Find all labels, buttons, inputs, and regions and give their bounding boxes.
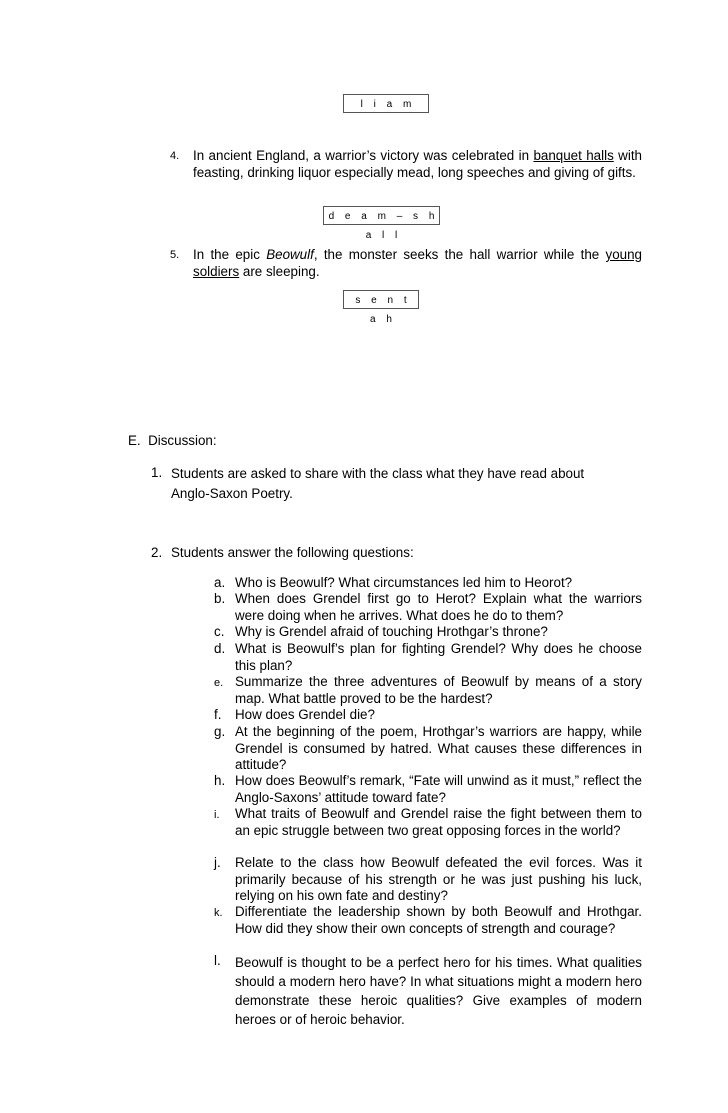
question-text: At the beginning of the poem, Hrothgar’s warriors are happy, while Grendel is consumed by hatred. What causes these differences in attitude?	[235, 724, 642, 772]
scramble-box-2: d e a m – s h a l l	[323, 206, 440, 225]
item-text	[193, 147, 642, 181]
question-label: g.	[214, 724, 226, 739]
question-label: a.	[214, 575, 226, 590]
discussion-text: Students are asked to share with the class what they have read about Anglo-Saxon Poetry.	[171, 466, 585, 501]
item-number: 4.	[170, 150, 180, 162]
item-text-post: are sleeping.	[239, 264, 320, 279]
underlined-term: young soldiers	[193, 247, 642, 279]
question-label: l.	[214, 953, 221, 968]
item-text-post: with feasting, drinking liquor especially mead, long speeches and giving of gifts.	[193, 148, 642, 180]
question-label: h.	[214, 773, 226, 788]
question-text: What traits of Beowulf and Grendel raise the fight between them to an epic struggle between two great opposing forces in the world?	[235, 806, 642, 838]
item-text-pre: In ancient England, a warrior’s victory was celebrated in	[193, 148, 534, 163]
item-text-mid: , the monster seeks the hall warrior while the	[313, 247, 606, 262]
item-text	[193, 246, 642, 280]
scramble-box-1: l i a m	[343, 94, 429, 113]
item-number: 5.	[170, 249, 180, 261]
question-label: b.	[214, 591, 226, 606]
discussion-text: Students answer the following questions:	[171, 545, 414, 560]
underlined-term: banquet halls	[533, 148, 614, 163]
question-text: Who is Beowulf? What circumstances led him to Heorot?	[235, 575, 573, 590]
question-label: i.	[214, 809, 220, 821]
question-label: j.	[214, 855, 221, 870]
question-text: Why is Grendel afraid of touching Hrothgar’s throne?	[235, 624, 548, 639]
section-heading: E. Discussion:	[128, 433, 217, 448]
question-label: f.	[214, 707, 222, 722]
question-text: Differentiate the leadership shown by both Beowulf and Hrothgar. How did they show their own concepts of strength and courage?	[235, 904, 642, 936]
question-label: c.	[214, 624, 225, 639]
question-text: Summarize the three adventures of Beowulf by means of a story map. What battle proved to be the hardest?	[235, 674, 642, 706]
question-label: e.	[214, 677, 224, 689]
discussion-number: 1.	[151, 465, 163, 480]
question-label: k.	[214, 907, 223, 919]
question-text: How does Grendel die?	[235, 707, 375, 722]
italic-title: Beowulf	[266, 247, 314, 262]
question-text: Beowulf is thought to be a perfect hero for his times. What qualities should a modern hero have? In what situations might a modern hero demonstrate these heroic qualities? Give examples of modern heroes or of heroic behavior.	[235, 955, 642, 1027]
question-text: When does Grendel first go to Herot? Explain what the warriors were doing when he arrives. What does he do to them?	[235, 591, 642, 623]
question-label: d.	[214, 641, 226, 656]
item-text-pre: In the epic	[193, 247, 267, 262]
scramble-box-3: s e n t a h	[343, 290, 419, 309]
question-text: How does Beowulf’s remark, “Fate will unwind as it must,” reflect the Anglo-Saxons’ attitude toward fate?	[235, 773, 642, 805]
discussion-number: 2.	[151, 545, 163, 560]
question-text: What is Beowulf’s plan for fighting Grendel? Why does he choose this plan?	[235, 641, 642, 673]
question-text: Relate to the class how Beowulf defeated the evil forces. Was it primarily because of his strength or he was just pushing his luck, relying on his own fate and destiny?	[235, 855, 642, 903]
